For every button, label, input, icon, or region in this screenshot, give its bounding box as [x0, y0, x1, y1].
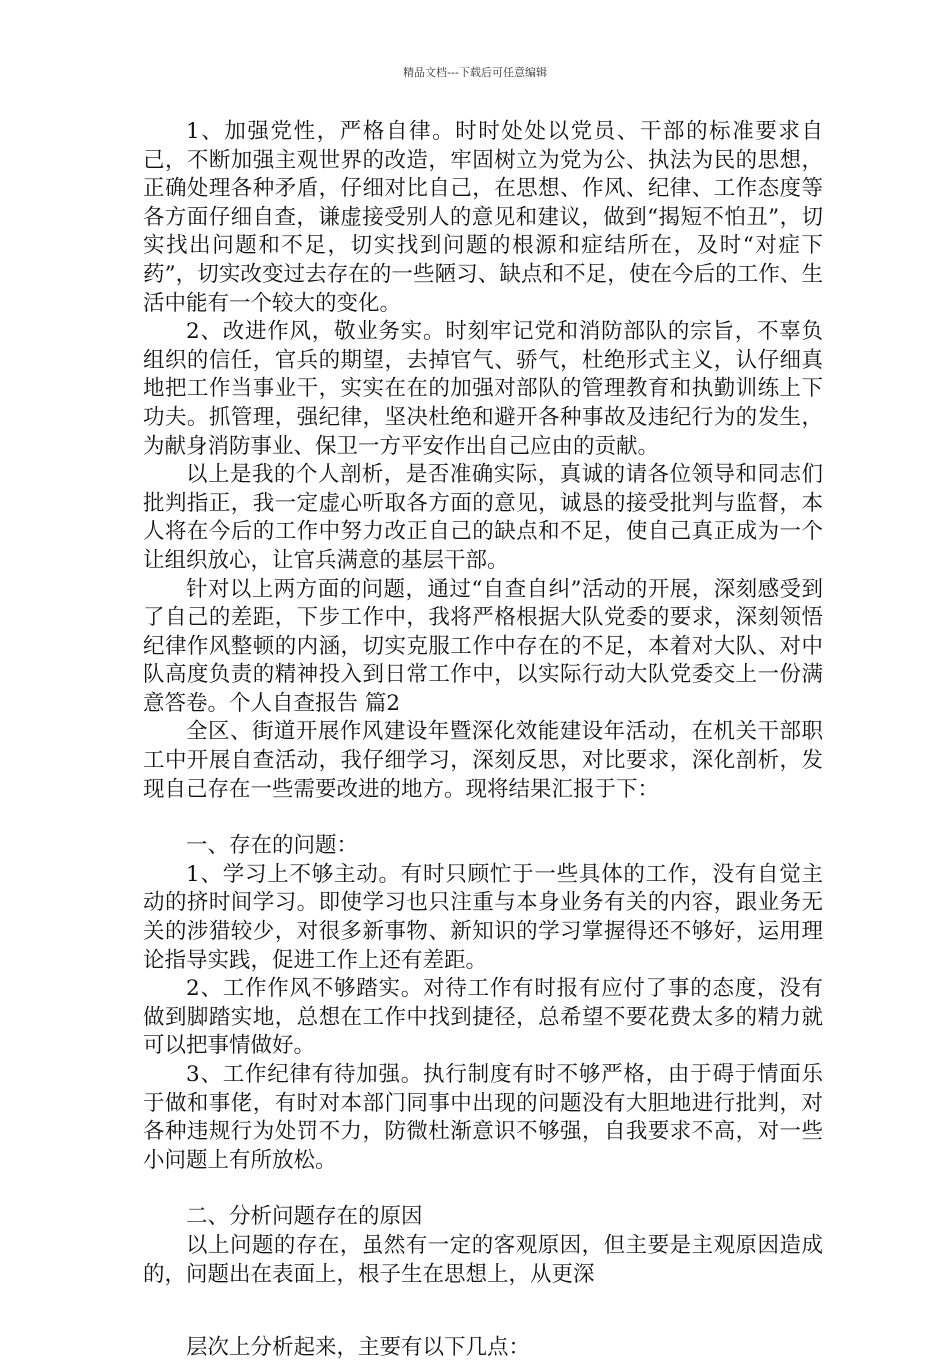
- section-heading-1: 一、存在的问题：: [186, 833, 359, 859]
- paragraph-4: 针对以上两方面的问题，通过“自查自纠”活动的开展，深刻感受到了自己的差距，下步工作中，我将严格根据大队党委的要求，深刻领悟纪律作风整顿的内涵，切实克服工作中存在的不足，本着对大队、对中队高度负责的精神投入到日常工作中，以实际行动大队党委交上一份满意答卷。个人自查报告 篇2: [143, 576, 823, 716]
- paragraph-8: 3、工作纪律有待加强。执行制度有时不够严格，由于碍于情面乐于做和事佬，有时对本部门同事中出现的问题没有大胆地进行批判，对各种违规行为处罚不力，防微杜渐意识不够强，自我要求不高，对一些小问题上有所放松。: [143, 1062, 823, 1173]
- paragraph-5: 全区、街道开展作风建设年暨深化效能建设年活动，在机关干部职工中开展自查活动，我仔细学习，深刻反思，对比要求，深化剖析，发现自己存在一些需要改进的地方。现将结果汇报于下：: [143, 719, 823, 802]
- section-heading-2: 二、分析问题存在的原因: [186, 1204, 423, 1230]
- page-header: 精品文档---下载后可任意编辑: [403, 66, 547, 79]
- paragraph-1: 1、加强党性，严格自律。时时处处以党员、干部的标准要求自己，不断加强主观世界的改造，牢固树立为党为公、执法为民的思想，正确处理各种矛盾，仔细对比自己，在思想、作风、纪律、工作态度等各方面仔细自查，谦虚接受别人的意见和建议，做到“揭短不怕丑”，切实找出问题和不足，切实找到问题的根源和症结所在，及时“对症下药”，切实改变过去存在的一些陋习、缺点和不足，使在今后的工作、生活中能有一个较大的变化。: [143, 119, 823, 316]
- paragraph-9: 以上问题的存在，虽然有一定的客观原因，但主要是主观原因造成的，问题出在表面上，根子生在思想上，从更深: [143, 1232, 823, 1287]
- paragraph-7: 2、工作作风不够踏实。对待工作有时报有应付了事的态度，没有做到脚踏实地，总想在工作中找到捷径，总希望不要花费太多的精力就可以把事情做好。: [143, 976, 823, 1059]
- paragraph-10: 层次上分析起来，主要有以下几点：: [186, 1335, 531, 1361]
- paragraph-2: 2、改进作风，敬业务实。时刻牢记党和消防部队的宗旨，不辜负组织的信任，官兵的期望，去掉官气、骄气，杜绝形式主义，认仔细真地把工作当事业干，实实在在的加强对部队的管理教育和执勤训练上下功夫。抓管理，强纪律，坚决杜绝和避开各种事故及违纪行为的发生，为献身消防事业、保卫一方平安作出自己应由的贡献。: [143, 319, 823, 459]
- document-body: [143, 118, 823, 1363]
- paragraph-6: 1、学习上不够主动。有时只顾忙于一些具体的工作，没有自觉主动的挤时间学习。即使学习也只注重与本身业务有关的内容，跟业务无关的涉猎较少，对很多新事物、新知识的学习掌握得还不够好，运用理论指导实践，促进工作上还有差距。: [143, 861, 823, 973]
- paragraph-3: 以上是我的个人剖析，是否准确实际，真诚的请各位领导和同志们批判指正，我一定虚心听取各方面的意见，诚恳的接受批判与监督，本人将在今后的工作中努力改正自己的缺点和不足，使自己真正成为一个让组织放心，让官兵满意的基层干部。: [143, 462, 823, 573]
